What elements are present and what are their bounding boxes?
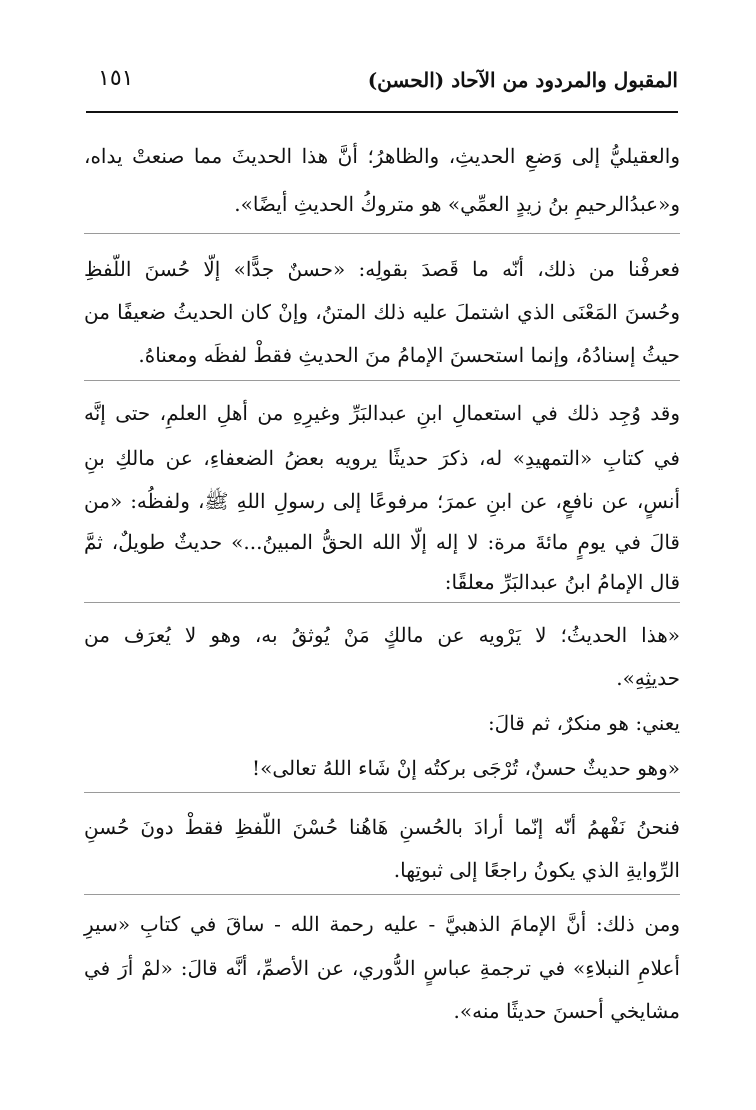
text-line: وقد وُجِد ذلك في استعمالِ ابنِ عبدالبَرِّ وغيرِهِ من أهلِ العلمِ، حتى إنَّه [84,401,680,425]
paragraph-divider [84,792,680,793]
text-line: فنحنُ نَفْهمُ أنّه إنّما أرادَ بالحُسنِ هَاهُنا حُسْنَ اللّفظِ فقطْ دونَ حُسنِ [84,815,680,839]
text-line: قال الإمامُ ابنُ عبدالبَرِّ معلقًا: [444,570,680,594]
text-line: حديثِهِ». [616,666,680,690]
text-line: «وهو حديثٌ حسنٌ، تُرْجَى بركتُه إنْ شَاء اللهُ تعالى»! [252,756,680,780]
running-head [86,64,678,108]
text-line: والعقيليُّ إلى وَضعِ الحديثِ، والظاهرُ؛ أنَّ هذا الحديثَ مما صنعتْ يداه، [84,144,680,168]
text-line: حيثُ إسنادُهُ، وإنما استحسنَ الإمامُ منَ الحديثِ فقطْ لفظَه ومعناهُ. [138,343,680,367]
text-line: يعني: هو منكرٌ، ثم قالَ: [487,711,680,735]
paragraph-divider [84,233,680,234]
paragraph-divider [84,380,680,381]
text-line: مشايخي أحسنَ حديثًا منه». [453,999,680,1023]
text-line: أعلامِ النبلاءِ» في ترجمةِ عباسٍ الدُّوري، عن الأصمِّ، أنَّه قالَ: «لمْ أرَ في [84,956,680,980]
text-line: ومن ذلك: أنَّ الإمامَ الذهبيَّ - عليه رحمة الله - ساقَ في كتابِ «سيرِ [84,912,680,936]
header-rule [86,111,678,113]
text-line: و«عبدُالرحيمِ بنُ زيدٍ العمِّي» هو متروكُ الحديثِ أيضًا». [234,192,680,216]
paragraph-divider [84,602,680,603]
text-line: أنسٍ، عن نافعٍ، عن ابنِ عمرَ؛ مرفوعًا إلى رسولِ اللهِ ﷺ، ولفظُه: «من [84,489,680,513]
text-line: فعرفْنا من ذلك، أنّه ما قَصدَ بقولِه: «حسنٌ جدًّا» إلّا حُسنَ اللّفظِ [84,257,680,281]
text-line: في كتابِ «التمهيدِ» له، ذكرَ حديثًا يرويه بعضُ الضعفاءِ، عن مالكِ بنِ [84,446,680,470]
page-number: ١٥١ [98,66,134,91]
text-line: وحُسنَ المَعْنَى الذي اشتملَ عليه ذلك المتنُ، وإنْ كان الحديثُ ضعيفًا من [84,300,680,324]
text-line: «هذا الحديثُ؛ لا يَرْويه عن مالكٍ مَنْ يُوثقُ به، وهو لا يُعرَف من [84,623,680,647]
paragraph-divider [84,894,680,895]
text-line: قالَ في يومٍ مائةَ مرة: لا إله إلّا الله الحقُّ المبينُ...» حديثٌ طويلٌ، ثمَّ [84,530,680,554]
running-head-title: المقبول والمردود من الآحاد (الحسن) [367,68,678,92]
text-line: الرِّوايةِ الذي يكونُ راجعًا إلى ثبوتِها. [393,858,680,882]
